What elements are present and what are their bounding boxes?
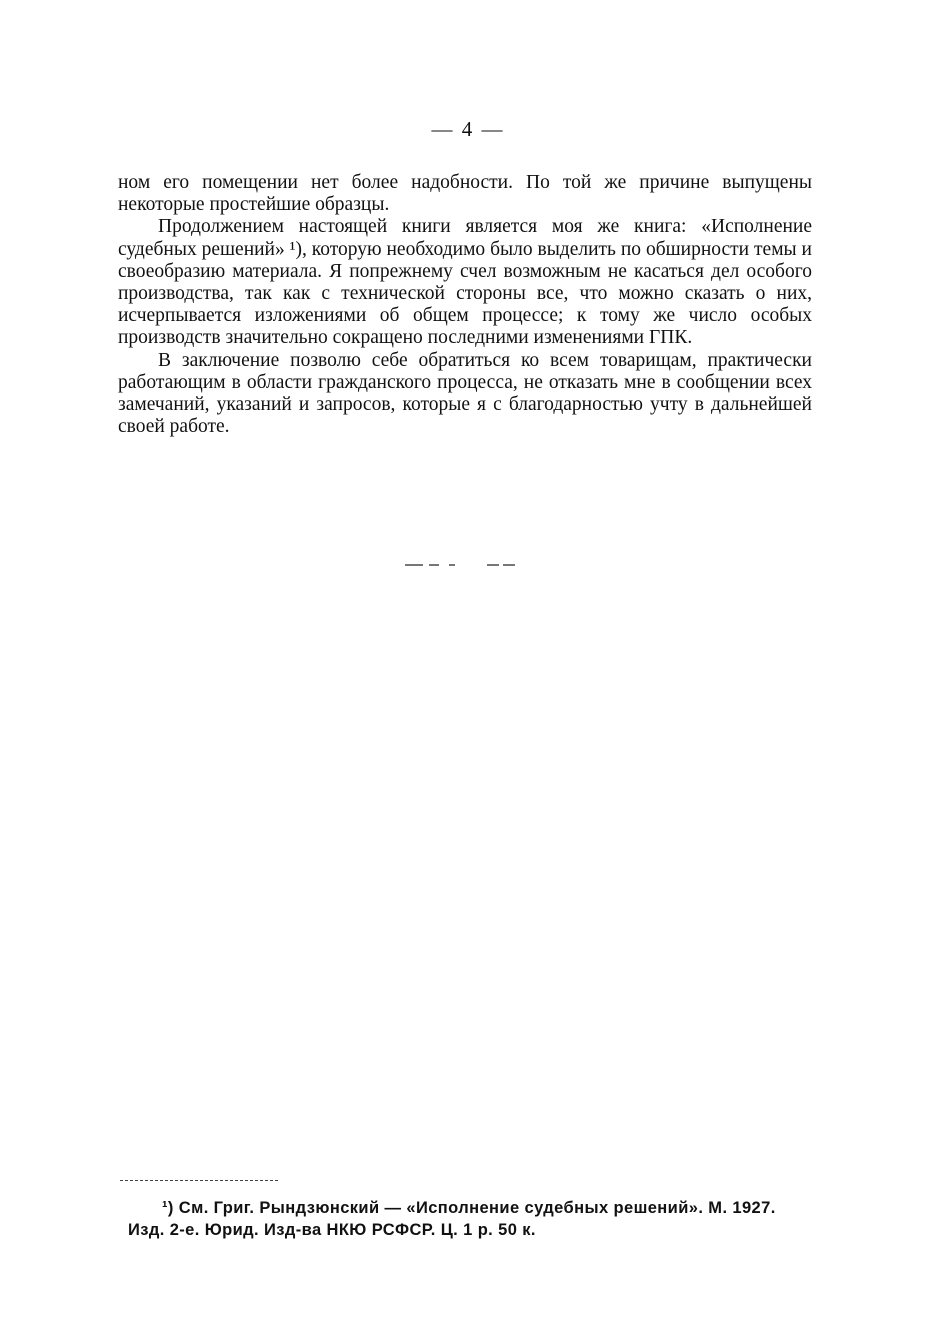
ornament-dash [449, 564, 455, 566]
ornament-dash [429, 564, 439, 566]
footnote-line-1: ¹) См. Григ. Рындзюнский — «Исполнение судебных решений». М. 1927. [162, 1199, 776, 1217]
ornament-dash [405, 564, 423, 566]
ornament-dash [503, 564, 515, 566]
footnote [128, 1197, 818, 1241]
footnote-separator [120, 1180, 278, 1181]
paragraph-conclusion: В заключение позволю себе обратиться ко всем товарищам, практически работающим в области гражданского процесса, не отказать мне в сообщении всех замечаний, указаний и запросов, которые я с благодарностью учту в дальнейшей своей работе. [118, 349, 812, 438]
footnote-line-2: Изд. 2-е. Юрид. Изд-ва НКЮ РСФСР. Ц. 1 р. 50 к. [128, 1221, 536, 1239]
body-text [118, 172, 812, 438]
ornament-dash [487, 564, 499, 566]
page-number: — 4 — [431, 117, 505, 141]
paragraph-continuation: ном его помещении нет более надобности. По той же причине выпущены некоторые простейшие образцы. [118, 172, 812, 216]
paragraph-sequel-book: Продолжением настоящей книги является моя же книга: «Исполнение судебных решений» ¹), которую необходимо было выделить по обширности темы и своеобразию материала. Я попрежнему счел возможным не касаться дел особого производства, так как с технической стороны все, что можно сказать о них, исчерпывается изложениями об общем процессе; к тому же число особых производств значительно сокращено последними изменениями ГПК. [118, 216, 812, 349]
section-end-ornament [405, 562, 517, 568]
